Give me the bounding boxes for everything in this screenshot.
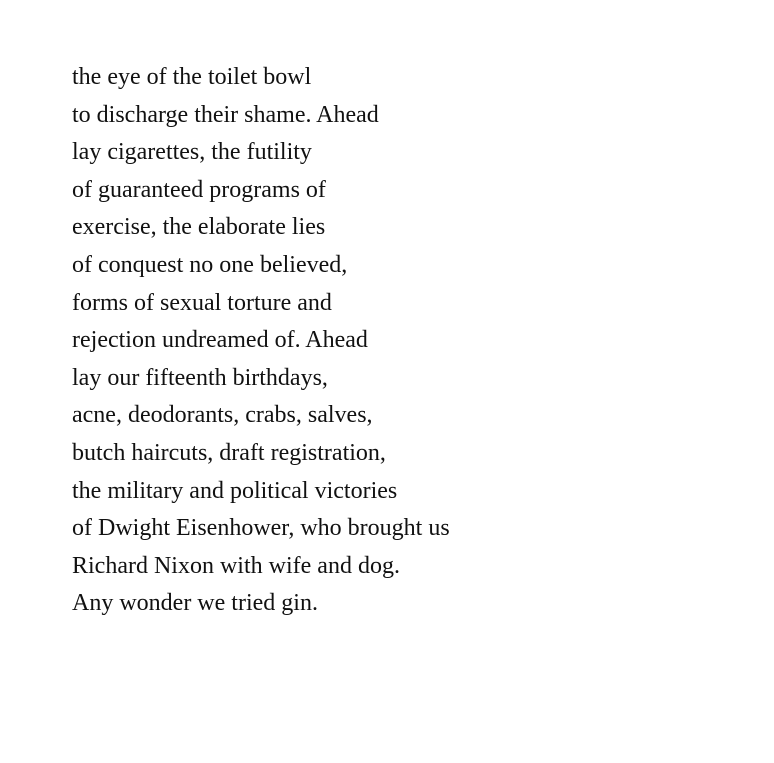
poem-line: the military and political victories bbox=[72, 477, 398, 504]
poem-line: acne, deodorants, crabs, salves, bbox=[72, 402, 373, 429]
poem-line: lay our fifteenth birthdays, bbox=[72, 364, 328, 391]
poem-line: Richard Nixon with wife and dog. bbox=[72, 552, 400, 579]
poem-line: of conquest no one believed, bbox=[72, 251, 348, 278]
poem-line: the eye of the toilet bowl bbox=[72, 64, 312, 90]
poem-line: lay cigarettes, the futility bbox=[72, 139, 312, 166]
poem-line: rejection undreamed of. Ahead bbox=[72, 327, 368, 354]
poem-line: forms of sexual torture and bbox=[72, 289, 332, 316]
poem-line: Any wonder we tried gin. bbox=[72, 590, 318, 617]
poem-line: of guaranteed programs of bbox=[72, 176, 326, 203]
poem-text bbox=[72, 59, 450, 623]
poem-line: exercise, the elaborate lies bbox=[72, 214, 326, 241]
poem-line: to discharge their shame. Ahead bbox=[72, 101, 379, 128]
poem-line: butch haircuts, draft registration, bbox=[72, 439, 386, 466]
poem-line: of Dwight Eisenhower, who brought us bbox=[72, 515, 450, 542]
